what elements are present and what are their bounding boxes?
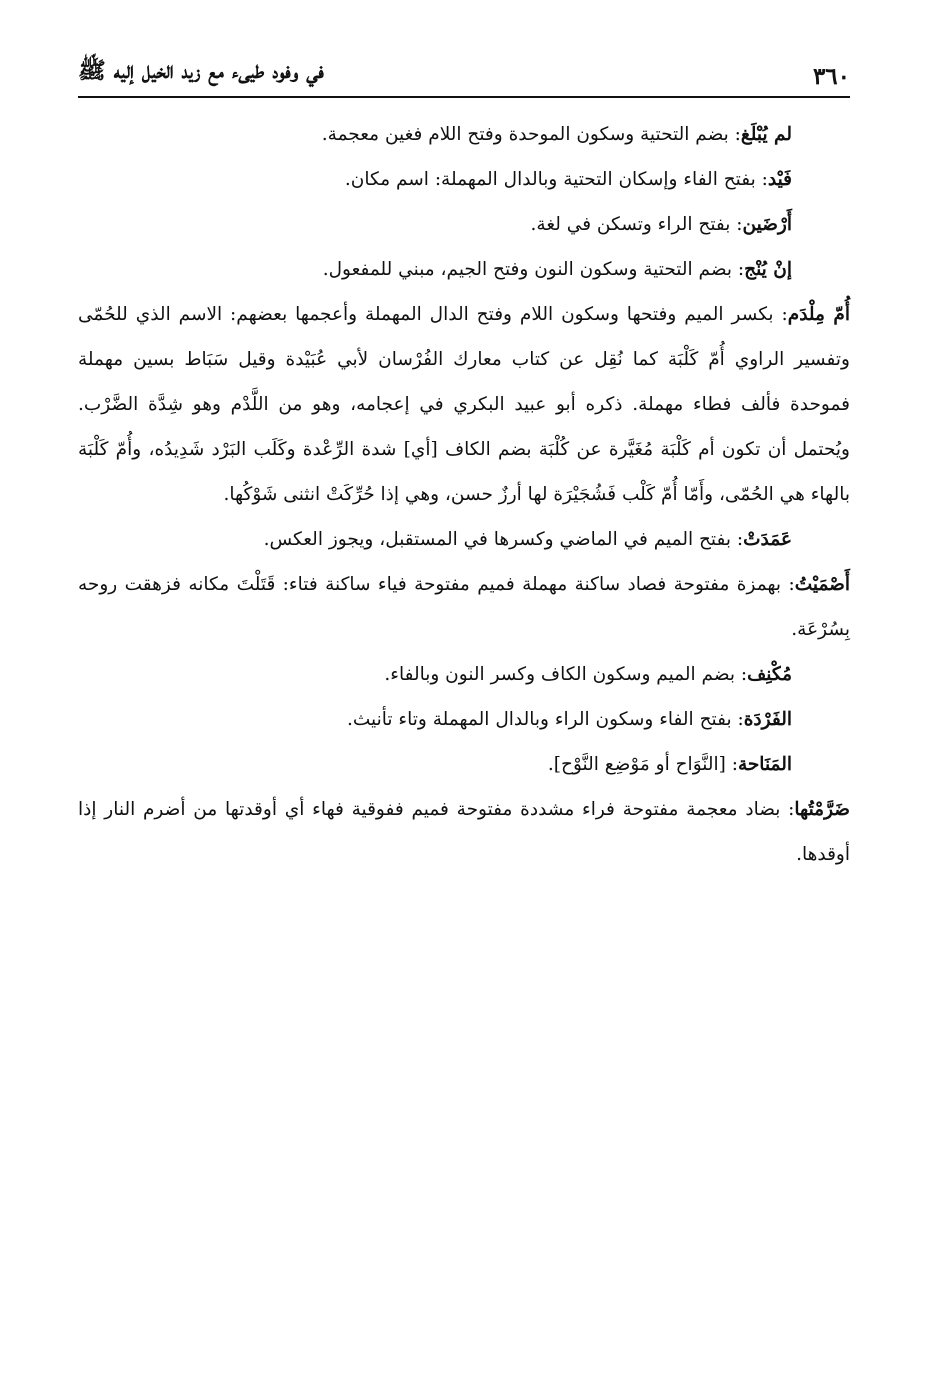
- glossary-entry: [78, 157, 850, 202]
- glossary-definition: : بضم الميم وسكون الكاف وكسر النون وبالفاء.: [384, 664, 748, 685]
- glossary-definition: : بفتح الميم في الماضي وكسرها في المستقبل، ويجوز العكس.: [263, 529, 744, 550]
- glossary-term: المَنَاحة: [737, 754, 792, 775]
- glossary-entry: [78, 787, 850, 877]
- glossary-definition: : بكسر الميم وفتحها وسكون اللام وفتح الدال المهملة وأعجمها بعضهم: الاسم الذي للحُمّى وتفسير الراوي أُمّ كَلْبَة كما نُقِل عن كتاب معارك الفُرْسان لأبي عُبَيْدة وقيل سَبَاط بسين مهملة فموحدة فألف فطاء مهملة. ذكره أبو عبيد البكري في إعجامه، وهو من اللَّدْم وهو شِدَّة الضَّرْب. ويُحتمل أن تكون أم كَلْبَة مُغَيَّرة عن كُلْبَة بضم الكاف [أي] شدة الرِّعْدة وكَلَب البَرْد شَدِيدُه، وأُمّ كَلْبَة بالهاء هي الحُمّى، وأَمّا أُمّ كَلْب فَشُجَيْرَة لها أرزٌ حسن، وهي إذا حُرِّكَتْ انثنى شَوْكُها.: [78, 304, 850, 505]
- glossary-definition: : بضم التحتية وسكون الموحدة وفتح اللام فغين معجمة.: [321, 124, 741, 145]
- page-number: ٣٦٠: [812, 63, 850, 90]
- glossary-term: أَرْضَين: [742, 214, 792, 235]
- glossary-entry: [78, 247, 850, 292]
- glossary-term: الفَرْدَة: [743, 709, 792, 730]
- glossary-term: فَيْد: [767, 169, 792, 190]
- glossary-term: إنْ يُنْج: [744, 259, 792, 280]
- glossary-entry: [78, 697, 850, 742]
- glossary-entry: [78, 562, 850, 652]
- glossary-definition: : بضم التحتية وسكون النون وفتح الجيم، مبني للمفعول.: [322, 259, 745, 280]
- glossary-definition: : [النَّوَاح أو مَوْضِع النَّوْح].: [547, 754, 738, 775]
- glossary-entry: [78, 517, 850, 562]
- page-header: [78, 56, 850, 90]
- header-rule: [78, 96, 850, 98]
- glossary-definition: : بفتح الفاء وإسكان التحتية وبالدال المهملة: اسم مكان.: [344, 169, 768, 190]
- glossary-term: ضَرَّمْتُها: [794, 799, 850, 820]
- glossary-definition: : بفتح الفاء وسكون الراء وبالدال المهملة وتاء تأنيث.: [346, 709, 744, 730]
- glossary-entry: [78, 112, 850, 157]
- glossary-body: [78, 108, 850, 877]
- glossary-entry: [78, 742, 850, 787]
- glossary-entry: [78, 292, 850, 517]
- glossary-definition: : بضاد معجمة مفتوحة فراء مشددة مفتوحة فميم ففوقية فهاء أي أوقدتها من أضرم النار إذا أوقدها.: [78, 799, 850, 865]
- glossary-term: مُكْنِف: [747, 664, 792, 685]
- glossary-definition: : بفتح الراء وتسكن في لغة.: [530, 214, 743, 235]
- running-title: في وفود طيىء مع زيد الخيل إليه ﷺ: [78, 57, 324, 84]
- glossary-term: أُمّ مِلْدَم: [787, 304, 851, 325]
- glossary-term: لم يُبْلَغ: [740, 124, 792, 145]
- glossary-entry: [78, 652, 850, 697]
- glossary-entry: [78, 202, 850, 247]
- glossary-term: أَصْمَيْتُ: [794, 574, 850, 595]
- glossary-term: عَمَدَتْ: [743, 529, 792, 550]
- glossary-definition: : بهمزة مفتوحة فصاد ساكنة مهملة فميم مفتوحة فياء ساكنة فتاء: قَتَلْتَ مكانه فزهقت روحه بِسُرْعَة.: [78, 574, 850, 640]
